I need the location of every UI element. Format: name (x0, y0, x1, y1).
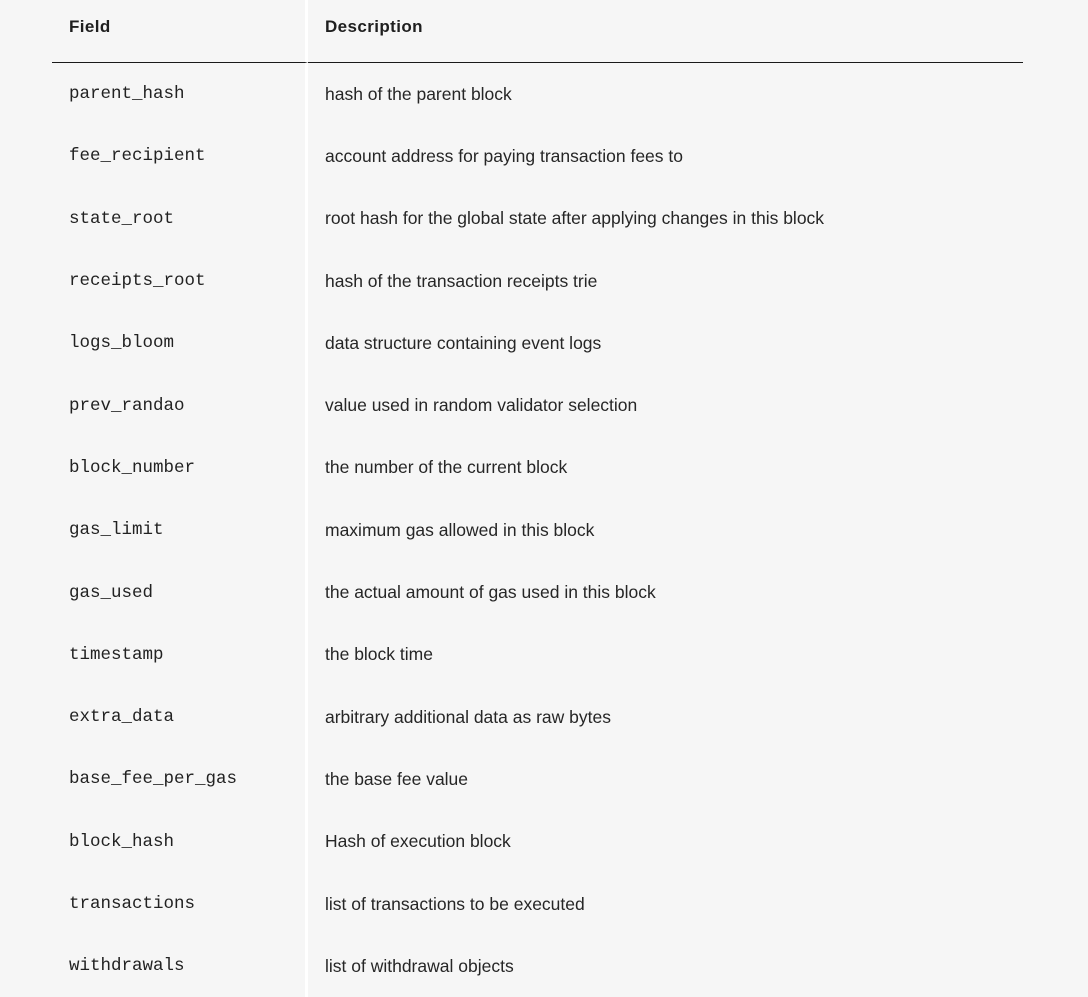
field-description-cell: the number of the current block (325, 457, 568, 478)
field-description-cell: root hash for the global state after applying changes in this block (325, 208, 825, 229)
field-name-cell: block_number (52, 437, 308, 499)
field-description-cell: Hash of execution block (325, 831, 511, 852)
field-name-cell: gas_limit (52, 499, 308, 561)
table-row (52, 935, 1023, 997)
field-name-cell: extra_data (52, 686, 308, 748)
table-row (52, 250, 1023, 312)
field-description-cell: maximum gas allowed in this block (325, 519, 595, 540)
field-description-cell: account address for paying transaction fees to (325, 145, 683, 166)
field-description-cell: value used in random validator selection (325, 395, 638, 416)
table-row (52, 374, 1023, 436)
field-name-cell: block_hash (52, 811, 308, 873)
table-row (52, 748, 1023, 810)
field-description-cell: arbitrary additional data as raw bytes (325, 706, 611, 727)
field-description-cell: the actual amount of gas used in this block (325, 582, 656, 603)
execution-payload-fields-table (52, 0, 1023, 997)
field-name-cell: state_root (52, 188, 308, 250)
table-row (52, 811, 1023, 873)
field-description-cell: list of withdrawal objects (325, 955, 514, 976)
field-name-cell: gas_used (52, 561, 308, 623)
table-row (52, 561, 1023, 623)
table-row (52, 624, 1023, 686)
table-header (52, 0, 1023, 63)
field-description-cell: list of transactions to be executed (325, 893, 585, 914)
field-name-cell: transactions (52, 873, 308, 935)
table-row (52, 125, 1023, 187)
field-description-cell: the block time (325, 644, 433, 665)
field-description-cell: hash of the transaction receipts trie (325, 270, 598, 291)
field-description-cell: the base fee value (325, 768, 469, 789)
table-header-row (52, 0, 1023, 63)
column-header-field: Field (52, 0, 308, 63)
table-row (52, 312, 1023, 374)
field-name-cell: parent_hash (52, 63, 308, 125)
column-header-description: Description (308, 0, 1023, 63)
field-name-cell: withdrawals (52, 935, 308, 997)
table-row (52, 437, 1023, 499)
table-row (52, 188, 1023, 250)
field-name-cell: logs_bloom (52, 312, 308, 374)
table-row (52, 873, 1023, 935)
field-name-cell: fee_recipient (52, 125, 308, 187)
execution-payload-table-container (52, 0, 1023, 997)
field-name-cell: receipts_root (52, 250, 308, 312)
field-name-cell: timestamp (52, 624, 308, 686)
table-row (52, 499, 1023, 561)
field-description-cell: data structure containing event logs (325, 332, 602, 353)
field-name-cell: base_fee_per_gas (52, 748, 308, 810)
field-name-cell: prev_randao (52, 374, 308, 436)
field-description-cell: hash of the parent block (325, 83, 512, 104)
table-row (52, 63, 1023, 125)
table-body (52, 63, 1023, 997)
table-row (52, 686, 1023, 748)
